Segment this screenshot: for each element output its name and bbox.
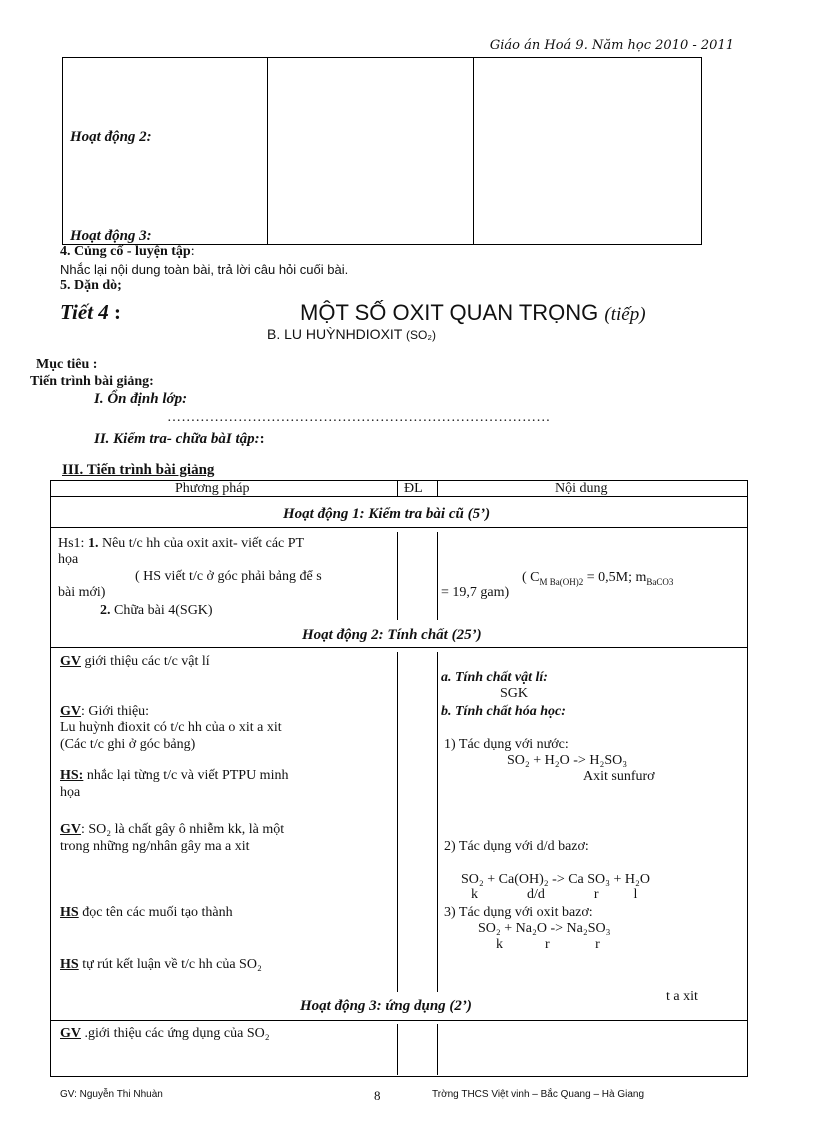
hs-recall: HS: nhắc lại từng t/c và viết PTPU minh <box>60 768 289 783</box>
chemical-properties-title: b. Tính chất hóa học: <box>441 704 566 719</box>
gv-intro-note: (Các t/c ghi ở góc bảng) <box>60 737 196 752</box>
property-2: 2) Tác dụng với d/d bazơ: <box>444 839 589 854</box>
dotted-line: ……………………………………………………………………… <box>167 410 551 425</box>
section-4-text: Nhắc lại nội dung toàn bài, trả lời câu hỏi cuối bài. <box>60 262 349 277</box>
equation-3-states: k r r <box>496 937 600 952</box>
hs1-note: ( HS viết t/c ở góc phải bảng để s <box>135 569 322 584</box>
muc-tieu: Mục tiêu : <box>36 357 98 372</box>
section-iii-heading: III. Tiến trình bài giảng <box>62 462 215 478</box>
gv-intro-chemical: GV: Giới thiệu: <box>60 704 150 719</box>
top-table <box>62 57 702 245</box>
tien-trinh-heading: Tiến trình bài giảng: <box>30 374 154 389</box>
col-header-dl: ĐL <box>404 481 423 496</box>
hs1-question-cont: họa <box>58 552 79 567</box>
given-data: ( $C_{M Ba(OH)2} = 0,5M$; $m_{BaCO3}$ <box>522 570 674 587</box>
activity-2-label: Hoạt động 2: <box>70 129 152 145</box>
gv-pollution-cont: trong những ng/nhân gây ma a xit <box>60 839 250 854</box>
gv-pollution: GV: SO₂ là chất gây ô nhiễm kk, là một <box>60 822 285 837</box>
hs1-question: Hs1: 1. Nêu t/c hh của oxit axit- viết các PT <box>58 536 305 551</box>
property-1: 1) Tác dụng với nước: <box>444 737 569 752</box>
cut-off-text: t a xit <box>666 989 698 1004</box>
equation-2-states: k d/d r l <box>471 887 638 902</box>
equation-1-name: Axit sunfurơ <box>583 769 655 784</box>
kiem-tra-heading: II. Kiểm tra- chữa bàI tập:: <box>94 431 265 447</box>
given-data-cont: = 19,7 gam) <box>441 585 510 600</box>
activity-3-label: Hoạt động 3: <box>70 228 152 244</box>
activity-1-heading: Hoạt động 1: Kiểm tra bài cũ (5’) <box>283 506 491 522</box>
equation-3: SO₂ + Na₂O -> Na₂SO₃ <box>478 921 611 936</box>
page-header: Giáo án Hoá 9. Năm học 2010 - 2011 <box>489 38 734 53</box>
equation-1: SO₂ + H₂O -> H₂SO₃ <box>507 753 628 768</box>
col-header-method: Phương pháp <box>175 481 250 496</box>
on-dinh-lop: I. Ổn định lớp: <box>94 391 188 407</box>
activity-3-heading: Hoạt động 3: ứng dụng (2’) <box>300 998 472 1014</box>
lesson-subtitle: B. LU HUỲNHDIOXIT (SO₂) <box>267 326 436 342</box>
section-5-heading: 5. Dặn dò; <box>60 278 122 293</box>
gv-applications: GV .giới thiệu các ứng dụng của SO₂ <box>60 1026 270 1041</box>
hs1-exercise: 2. Chữa bài 4(SGK) <box>100 603 213 618</box>
section-4-heading: 4. Củng cố - luyện tập: <box>60 244 195 259</box>
physical-properties-title: a. Tính chất vật lí: <box>441 670 548 685</box>
gv-intro-physical: GV giới thiệu các t/c vật lí <box>60 654 210 669</box>
activity-2-heading: Hoạt động 2: Tính chất (25’) <box>302 627 482 643</box>
col-header-content: Nội dung <box>555 481 608 496</box>
footer-school: Trờng THCS Việt vinh – Bắc Quang – Hà Giang <box>432 1089 645 1100</box>
page-number: 8 <box>374 1088 381 1103</box>
lesson-number: Tiết 4 : <box>60 300 122 324</box>
gv-intro-text: Lu huỳnh đioxit có t/c hh của o xit a xit <box>60 720 282 735</box>
footer-author: GV: Nguyễn Thi Nhuàn <box>60 1089 163 1100</box>
equation-2: SO₂ + Ca(OH)₂ -> Ca SO₃ + H₂O <box>461 872 651 887</box>
hs1-note-cont: bài mới) <box>58 585 106 600</box>
hs-recall-cont: họa <box>60 785 81 800</box>
property-3: 3) Tác dụng với oxit bazơ: <box>444 905 593 920</box>
hs-conclusion: HS tự rút kết luận về t/c hh của SO₂ <box>60 957 262 972</box>
hs-salt-names: HS đọc tên các muối tạo thành <box>60 905 233 920</box>
sgk-text: SGK <box>500 686 529 701</box>
lesson-title: MỘT SỐ OXIT QUAN TRỌNG (tiếp) <box>300 300 646 325</box>
